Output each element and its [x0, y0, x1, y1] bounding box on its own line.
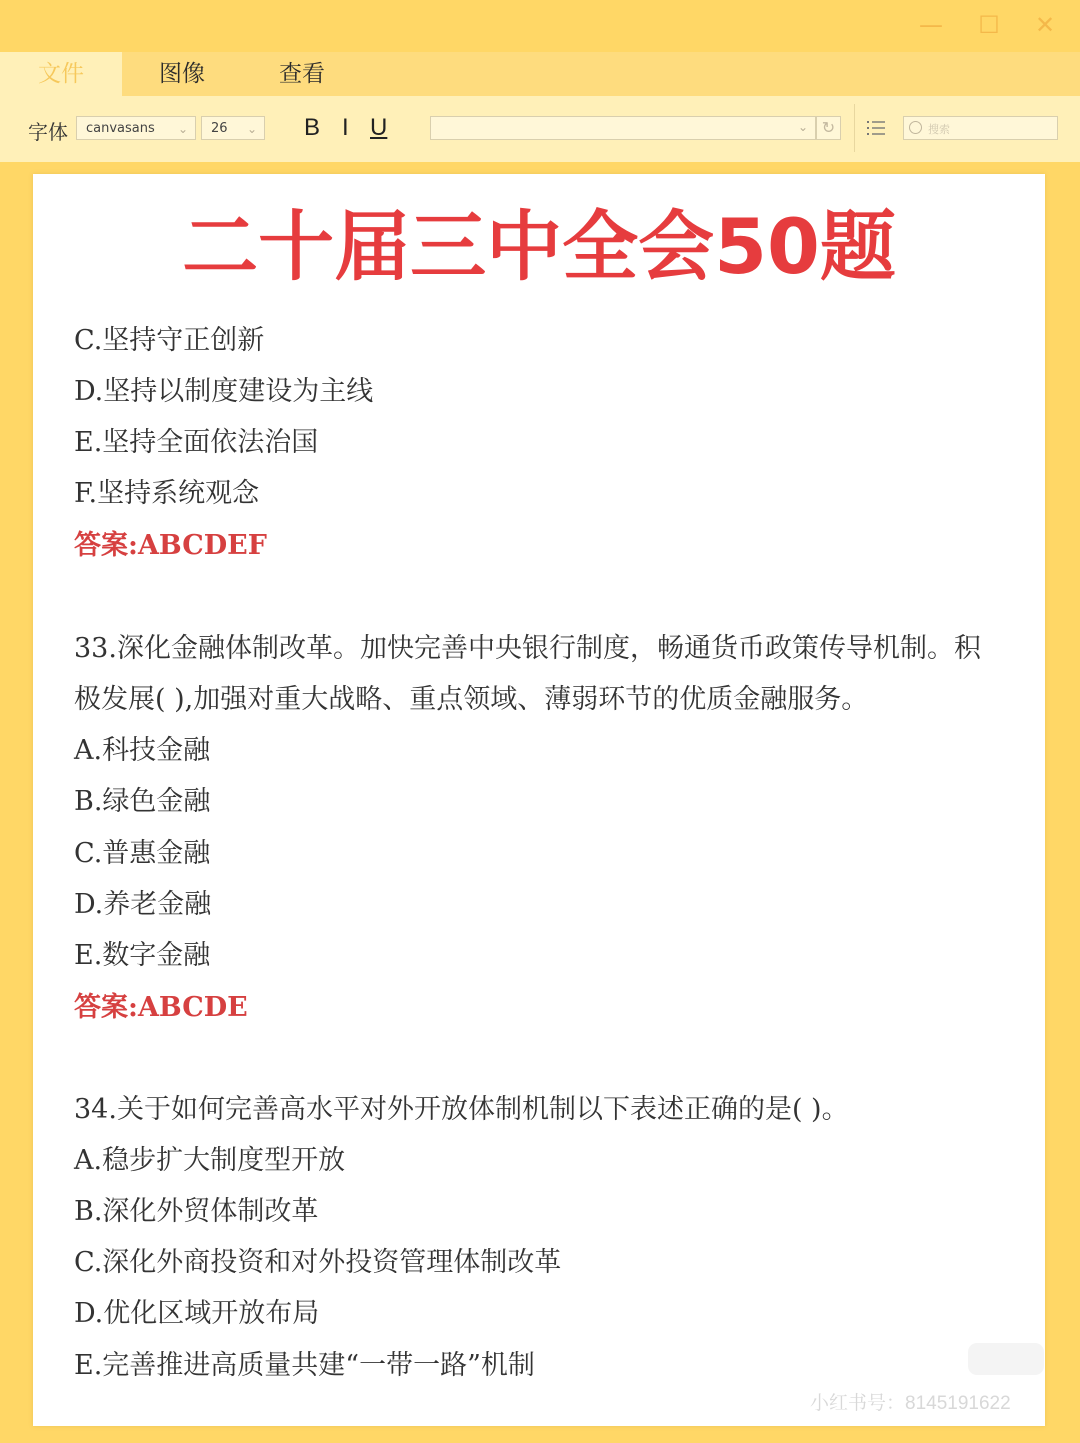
menu-file[interactable]: 文件 — [0, 52, 122, 96]
option-line: A.稳步扩大制度型开放 — [74, 1145, 346, 1176]
option-line: F.坚持系统观念 — [74, 478, 260, 509]
option-line: B.绿色金融 — [74, 786, 211, 817]
option-line: C.普惠金融 — [74, 838, 211, 869]
maximize-icon[interactable]: ☐ — [978, 11, 1000, 39]
option-line: E.坚持全面依法治国 — [74, 427, 319, 458]
style-select[interactable] — [430, 116, 816, 140]
toolbar — [0, 96, 1080, 162]
search-input[interactable] — [903, 116, 1058, 140]
option-line: C.坚持守正创新 — [74, 325, 265, 356]
menu-bar — [0, 52, 1080, 96]
answer-line: 答案:ABCDE — [74, 992, 248, 1023]
option-line: D.优化区域开放布局 — [74, 1298, 320, 1329]
search-icon — [909, 121, 922, 134]
minimize-icon[interactable]: — — [919, 11, 943, 39]
chevron-down-icon: ⌄ — [246, 122, 257, 136]
menu-view[interactable]: 查看 — [279, 61, 325, 87]
title-bar — [0, 0, 1080, 52]
question-line: 极发展( ),加强对重大战略、重点领域、薄弱环节的优质金融服务。 — [74, 684, 869, 715]
font-family-select[interactable] — [76, 116, 196, 140]
numbered-list-icon[interactable] — [866, 119, 886, 137]
document-page — [33, 174, 1045, 1426]
option-line: E.数字金融 — [74, 940, 211, 971]
toolbar-divider — [854, 104, 855, 152]
refresh-icon[interactable]: ↻ — [816, 116, 841, 140]
font-family-value: canvasans — [86, 121, 155, 136]
option-line: C.深化外商投资和对外投资管理体制改革 — [74, 1247, 562, 1278]
answer-line: 答案:ABCDEF — [74, 530, 267, 561]
watermark-logo — [968, 1343, 1044, 1375]
search-placeholder: 搜索 — [928, 123, 950, 136]
option-line: D.养老金融 — [74, 889, 212, 920]
option-line: D.坚持以制度建设为主线 — [74, 376, 374, 407]
option-line: E.完善推进高质量共建“一带一路”机制 — [74, 1350, 535, 1381]
option-line: B.深化外贸体制改革 — [74, 1196, 319, 1227]
close-icon[interactable]: ✕ — [1034, 11, 1056, 39]
menu-image[interactable]: 图像 — [159, 61, 205, 87]
chevron-down-icon: ⌄ — [797, 120, 808, 134]
font-label: 字体 — [28, 120, 68, 144]
page-title: 二十届三中全会50题 — [182, 202, 896, 291]
chevron-down-icon: ⌄ — [177, 122, 188, 136]
option-line: A.科技金融 — [74, 735, 211, 766]
italic-button[interactable]: I — [342, 114, 349, 141]
font-size-select[interactable] — [201, 116, 265, 140]
watermark: 小红书号：8145191622 — [810, 1393, 1011, 1414]
question-line: 33.深化金融体制改革。加快完善中央银行制度，畅通货币政策传导机制。积 — [74, 633, 981, 664]
font-size-value: 26 — [211, 121, 228, 136]
underline-button[interactable]: U — [370, 114, 388, 141]
question-line: 34.关于如何完善高水平对外开放体制机制以下表述正确的是( )。 — [74, 1094, 849, 1125]
bold-button[interactable]: B — [304, 114, 321, 141]
